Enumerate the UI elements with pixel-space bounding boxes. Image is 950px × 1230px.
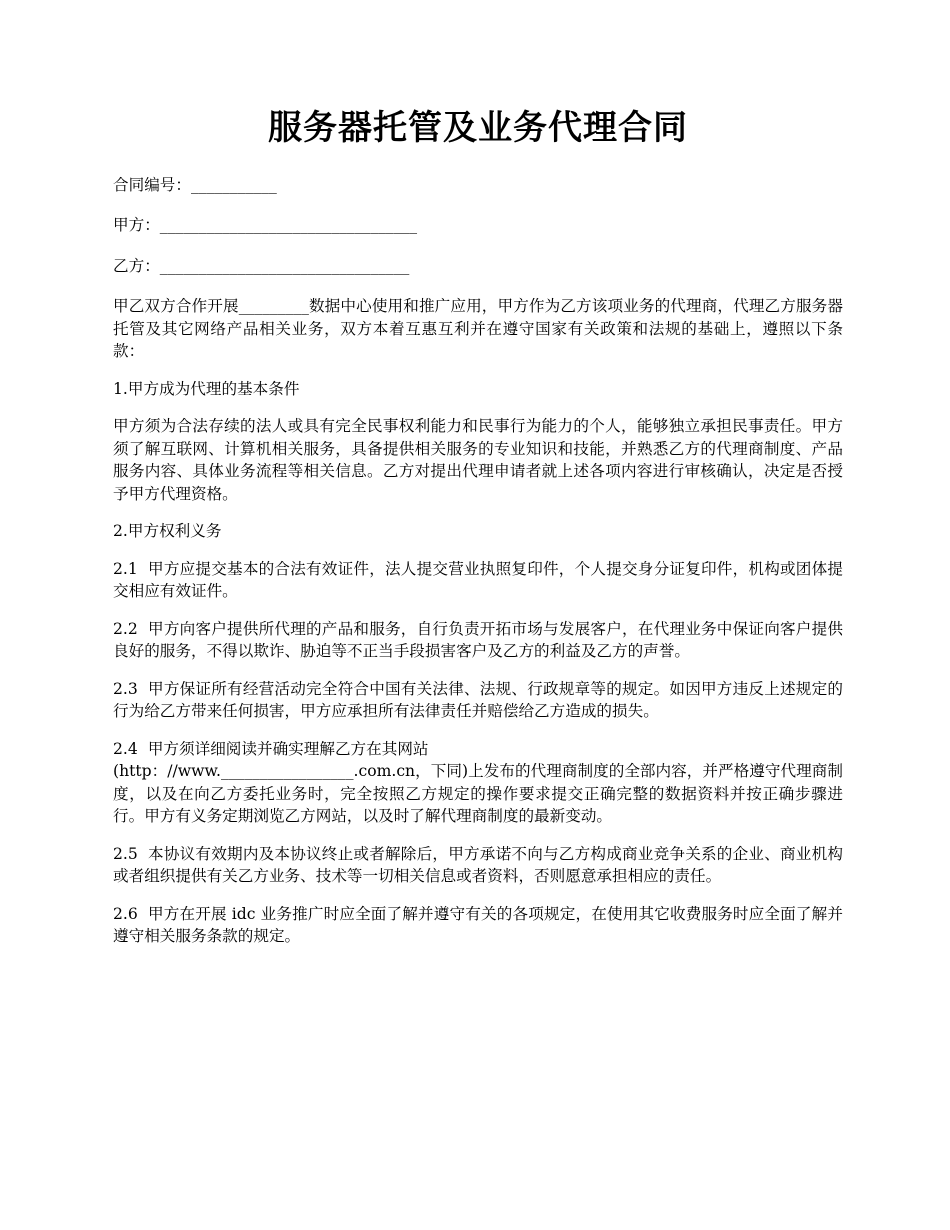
party-b-label: 乙方： [113, 256, 160, 275]
clause-number: 2.6 [113, 904, 138, 923]
clause-number: 2.5 [113, 844, 138, 863]
clause-text: 本协议有效期内及本协议终止或者解除后，甲方承诺不向与乙方构成商业竞争关系的企业、商业机构或者组织提供有关乙方业务、技术等一切相关信息或者资料，否则愿意承担相应的责任。 [113, 844, 843, 886]
document-title: 服务器托管及业务代理合同 [268, 108, 688, 148]
contract-number-blank: ___________ [190, 175, 277, 194]
intro-text-pre: 甲乙双方合作开展 [113, 297, 239, 316]
contract-page [113, 108, 843, 963]
clause-2-6 [113, 903, 843, 948]
clause-text: 甲方应提交基本的合法有效证件，法人提交营业执照复印件，个人提交身分证复印件，机构或团体提交相应有效证件。 [113, 559, 843, 601]
party-a-blank: _________________________________ [159, 216, 418, 235]
section-1-heading: 1.甲方成为代理的基本条件 [113, 379, 300, 398]
clause-text: 甲方在开展 idc 业务推广时应全面了解并遵守有关的各项规定，在使用其它收费服务时应全面了解并遵守相关服务条款的规定。 [113, 904, 843, 946]
website-url-suffix: .com.cn，下同) [353, 762, 469, 781]
clause-text-line1: 甲方须详细阅读并确实理解乙方在其网站 [147, 739, 429, 758]
website-url-blank: _________________ [220, 762, 354, 781]
clause-2-5 [113, 843, 843, 888]
clause-number: 2.4 [113, 739, 138, 758]
clause-number: 2.1 [113, 559, 138, 578]
party-b-line [113, 255, 843, 278]
intro-paragraph [113, 295, 843, 363]
party-b-blank: ________________________________ [159, 256, 410, 275]
clause-text-rest: 上发布的代理商制度的全部内容，并严格遵守代理商制度，以及在向乙方委托业务时，完全按照乙方规定的操作要求提交正确完整的数据资料并按正确步骤进行。甲方有义务定期浏览乙方网站，以及时了解代理商制度的最新变动。 [113, 762, 843, 826]
clause-2-2 [113, 618, 843, 663]
contract-number-label: 合同编号： [113, 175, 191, 194]
section-1-body: 甲方须为合法存续的法人或具有完全民事权利能力和民事行为能力的个人，能够独立承担民事责任。甲方须了解互联网、计算机相关服务，具备提供相关服务的专业知识和技能，并熟悉乙方的代理商制度、产品服务内容、具体业务流程等相关信息。乙方对提出代理申请者就上述各项内容进行审核确认，决定是否授予甲方代理资格。 [113, 417, 843, 503]
contract-number-line [113, 174, 843, 197]
party-a-label: 甲方： [113, 216, 160, 235]
website-url-prefix: (http：//www. [113, 762, 221, 781]
clause-2-1 [113, 558, 843, 603]
clause-2-3 [113, 678, 843, 723]
clause-number: 2.3 [113, 679, 138, 698]
clause-text: 甲方向客户提供所代理的产品和服务，自行负责开拓市场与发展客户，在代理业务中保证向客户提供良好的服务，不得以欺诈、胁迫等不正当手段损害客户及乙方的利益及乙方的声誉。 [113, 619, 843, 661]
clause-number: 2.2 [113, 619, 138, 638]
party-a-line [113, 214, 843, 237]
clause-2-4 [113, 738, 843, 828]
section-2-heading: 2.甲方权利义务 [113, 522, 222, 541]
clause-text: 甲方保证所有经营活动完全符合中国有关法律、法规、行政规章等的规定。如因甲方违反上述规定的行为给乙方带来任何损害，甲方应承担所有法律责任并赔偿给乙方造成的损失。 [113, 679, 843, 721]
intro-blank: _________ [238, 297, 309, 316]
intro-text-post: 数据中心使用和推广应用，甲方作为乙方该项业务的代理商，代理乙方服务器托管及其它网络产品相关业务，双方本着互惠互利并在遵守国家有关政策和法规的基础上，遵照以下条款： [113, 297, 843, 361]
